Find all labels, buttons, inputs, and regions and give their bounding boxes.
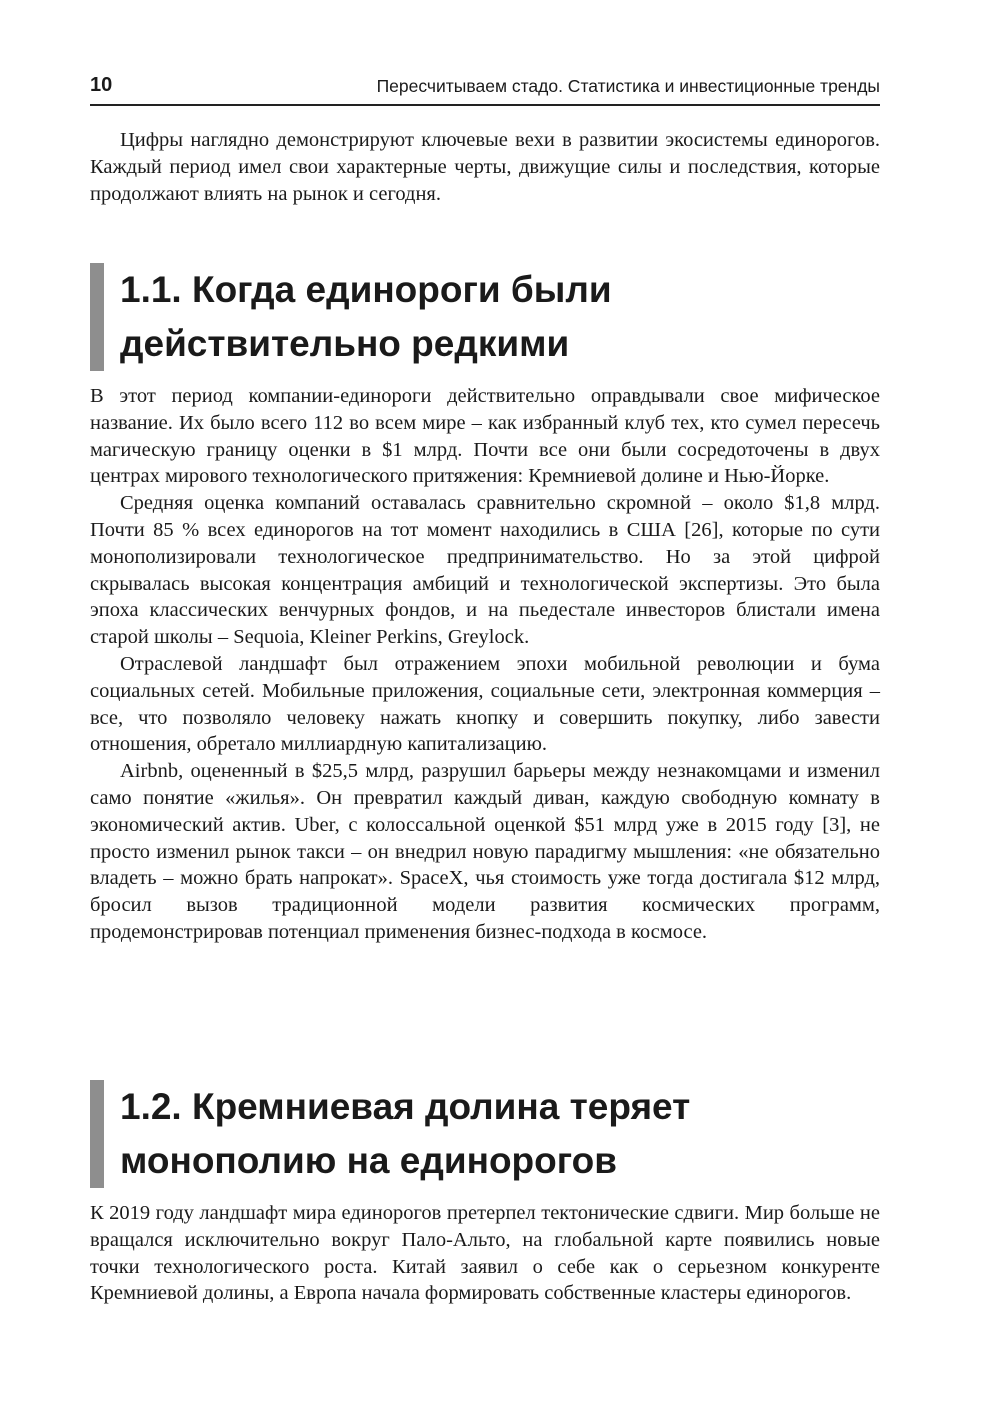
section-title-1 [120, 263, 880, 371]
paragraph: К 2019 году ландшафт мира единорогов претерпел тектонические сдвиги. Мир больше не вращался исключительно вокруг Пало-Альто, на глобальной карте появились новые точки технологического роста. Китай заявил о себе как о серьезном конкуренте Кремниевой долины, а Европа начала формировать собственные кластеры единорогов. [90, 1202, 880, 1305]
paragraph: В этот период компании-единороги действительно оправдывали свое мифическое название. Их было всего 112 во всем мире – как избранный клуб тех, кто сумел пересечь магическую границу оценки в $1 млрд. Почти все они были сосредоточены в двух центрах мирового технологического притяжения: Кремниевой долине и Нью-Йорке. [90, 385, 880, 488]
page-number: 10 [90, 74, 113, 96]
paragraph: Airbnb, оцененный в $25,5 млрд, разрушил барьеры между незнакомцами и изменил само понятие «жилья». Он превратил каждый диван, каждую свободную комнату в экономический актив. Uber, с колоссальной оценкой $51 млрд уже в 2015 году [3], не просто изменил рынок такси – он внедрил новую парадигму мышления: «не обязательно владеть – можно брать напрокат». SpaceX, чья стоимость уже тогда достигала $12 млрд, бросил вызов традиционной модели развития космических программ, продемонстрировав потенциал применения бизнес-подхода в космосе. [90, 760, 880, 943]
section-title-2-line-1: 1.2. Кремниевая долина теряет [120, 1086, 691, 1127]
section-title-2-line-2: монополию на единорогов [120, 1140, 618, 1181]
section-title-2 [120, 1080, 880, 1188]
section-2-body [90, 1200, 880, 1307]
section-title-1-line-1: 1.1. Когда единороги были [120, 269, 612, 310]
paragraph: Отраслевой ландшафт был отражением эпохи мобильной революции и бума социальных сетей. Мобильные приложения, социальные сети, электронная коммерция – все, что позволяло человеку нажать кнопку и совершить покупку, либо завести отношения, обретало миллиардную капитализацию. [90, 652, 880, 756]
section-1-body [90, 383, 880, 946]
section-heading-2 [90, 1080, 880, 1188]
running-title: Пересчитываем стадо. Статистика и инвестиционные тренды [376, 76, 880, 96]
intro-text [90, 127, 880, 207]
paragraph: Средняя оценка компаний оставалась сравнительно скромной – около $1,8 млрд. Почти 85 % всех единорогов на тот момент находились в США [26], которые по сути монополизировали технологическое предпринимательство. Но за этой цифрой скрывалась высокая концентрация амбиций и технологической экспертизы. Это была эпоха классических венчурных фондов, и на пьедестале инвесторов блистали имена старой школы – Sequoia, Kleiner Perkins, Greylock. [90, 492, 880, 649]
section-title-1-line-2: действительно редкими [120, 323, 570, 364]
intro-paragraph: Цифры наглядно демонстрируют ключевые вехи в развитии экосистемы единорогов. Каждый период имел свои характерные черты, движущие силы и последствия, которые продолжают влиять на рынок и сегодня. [90, 129, 880, 205]
running-head [90, 70, 880, 106]
section-heading-1 [90, 263, 880, 371]
